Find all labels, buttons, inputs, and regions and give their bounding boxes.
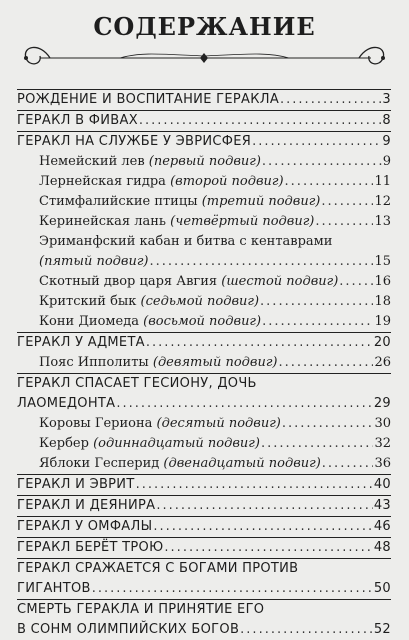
dot-leader <box>321 192 373 212</box>
toc-chapter-entry <box>17 373 391 414</box>
entry-title: ГЕРАКЛ В ФИВАХ <box>17 113 138 128</box>
entry-note: (первый подвиг) <box>148 154 261 169</box>
entry-title-continued: В СОНМ ОЛИМПИЙСКИХ БОГОВ <box>17 622 240 637</box>
page-number: 36 <box>374 456 391 471</box>
entry-title: РОЖДЕНИЕ И ВОСПИТАНИЕ ГЕРАКЛА <box>17 92 280 107</box>
dot-leader <box>261 434 374 454</box>
page-header <box>0 0 409 86</box>
page-number: 13 <box>374 214 391 229</box>
entry-title: Яблоки Гесперид <box>39 456 160 471</box>
dot-leader <box>280 90 381 110</box>
entry-note: (двенадцатый подвиг) <box>163 456 321 471</box>
page-number: 30 <box>374 416 391 431</box>
toc-chapter-entry <box>17 558 391 599</box>
toc-subsection-entry <box>17 434 391 454</box>
entry-note: (третий подвиг) <box>201 194 321 209</box>
entry-note: (пятый подвиг) <box>39 254 149 269</box>
entry-title: Лернейская гидра <box>39 174 166 189</box>
entry-note: (девятый подвиг) <box>152 355 278 370</box>
entry-title: Пояс Ипполиты <box>39 355 149 370</box>
page-number: 26 <box>374 355 391 370</box>
entry-title: ГЕРАКЛ БЕРЁТ ТРОЮ <box>17 540 164 555</box>
page-number: 9 <box>382 154 391 169</box>
entry-title: ГЕРАКЛ И ЭВРИТ <box>17 477 135 492</box>
page-number: 18 <box>374 294 391 309</box>
page-number: 40 <box>373 477 391 492</box>
dot-leader <box>164 538 372 558</box>
dot-leader <box>146 333 373 353</box>
toc-subsection-entry <box>17 353 391 373</box>
page-number: 29 <box>373 396 391 411</box>
page-number: 12 <box>374 194 391 209</box>
entry-title-continued: ГИГАНТОВ <box>17 581 91 596</box>
dot-leader <box>260 292 373 312</box>
dot-leader <box>262 152 382 172</box>
entry-title: ГЕРАКЛ У ОМФАЛЫ <box>17 519 153 534</box>
entry-title: ГЕРАКЛ И ДЕЯНИРА <box>17 498 156 513</box>
entry-note: (одиннадцатый подвиг) <box>93 436 260 451</box>
toc-chapter-entry <box>17 516 391 537</box>
dot-leader <box>262 312 373 332</box>
entry-note: (второй подвиг) <box>170 174 284 189</box>
page-number: 50 <box>373 581 391 596</box>
dot-leader <box>282 414 374 434</box>
page-number: 11 <box>374 174 391 189</box>
table-of-contents <box>17 89 391 640</box>
page-number: 15 <box>374 254 391 269</box>
entry-title: ГЕРАКЛ СПАСАЕТ ГЕСИОНУ, ДОЧЬ <box>17 376 257 391</box>
toc-chapter-entry <box>17 495 391 516</box>
entry-title: Критский бык <box>39 294 137 309</box>
entry-title: Эриманфский кабан и битва с кентаврами <box>39 234 333 249</box>
page-number: 48 <box>373 540 391 555</box>
toc-subsection-entry <box>17 152 391 172</box>
entry-title: ГЕРАКЛ НА СЛУЖБЕ У ЭВРИСФЕЯ <box>17 134 252 149</box>
page-title: СОДЕРЖАНИЕ <box>93 12 316 41</box>
entry-title: Кербер <box>39 436 89 451</box>
entry-title: ГЕРАКЛ СРАЖАЕТСЯ С БОГАМИ ПРОТИВ <box>17 561 299 576</box>
dot-leader <box>116 394 373 414</box>
page-number: 43 <box>373 498 391 513</box>
dot-leader <box>150 252 374 272</box>
page-number: 9 <box>382 134 391 149</box>
dot-leader <box>339 272 373 292</box>
entry-note: (седьмой подвиг) <box>140 294 260 309</box>
dot-leader <box>136 475 373 495</box>
toc-chapter-entry <box>17 332 391 353</box>
entry-title: ГЕРАКЛ У АДМЕТА <box>17 335 145 350</box>
page-number: 52 <box>373 622 391 637</box>
page-number: 32 <box>374 436 391 451</box>
toc-subsection-entry <box>17 414 391 434</box>
entry-note: (шестой подвиг) <box>221 274 339 289</box>
toc-subsection-entry <box>17 232 391 272</box>
page-number: 8 <box>382 113 391 128</box>
toc-chapter-entry <box>17 474 391 495</box>
entry-title: Немейский лев <box>39 154 145 169</box>
dot-leader <box>139 111 382 131</box>
entry-note: (восьмой подвиг) <box>143 314 262 329</box>
toc-subsection-entry <box>17 292 391 312</box>
toc-subsection-entry <box>17 312 391 332</box>
page-number: 46 <box>373 519 391 534</box>
dot-leader <box>252 132 381 152</box>
toc-subsection-entry <box>17 212 391 232</box>
page-number: 19 <box>374 314 391 329</box>
page-number: 20 <box>373 335 391 350</box>
dot-leader <box>156 496 373 516</box>
entry-title: Кони Диомеда <box>39 314 139 329</box>
toc-subsection-entry <box>17 172 391 192</box>
toc-chapter-entry <box>17 131 391 152</box>
dot-leader <box>153 517 372 537</box>
entry-title-continued: ЛАОМЕДОНТА <box>17 396 116 411</box>
decorative-ornament-icon <box>0 36 409 76</box>
toc-subsection-entry <box>17 192 391 212</box>
dot-leader <box>240 620 373 640</box>
entry-note: (десятый подвиг) <box>156 416 281 431</box>
entry-title: СМЕРТЬ ГЕРАКЛА И ПРИНЯТИЕ ЕГО <box>17 602 265 617</box>
toc-chapter-entry <box>17 110 391 131</box>
entry-title: Скотный двор царя Авгия <box>39 274 218 289</box>
entry-title: Стимфалийские птицы <box>39 194 198 209</box>
entry-title: Керинейская лань <box>39 214 167 229</box>
toc-chapter-entry <box>17 89 391 110</box>
entry-title: Коровы Гериона <box>39 416 153 431</box>
toc-subsection-entry <box>17 454 391 474</box>
dot-leader <box>322 454 374 474</box>
toc-chapter-entry <box>17 537 391 558</box>
dot-leader <box>92 579 373 599</box>
toc-chapter-entry <box>17 599 391 640</box>
dot-leader <box>315 212 373 232</box>
page-number: 3 <box>382 92 391 107</box>
entry-note: (четвёртый подвиг) <box>170 214 315 229</box>
page-number: 16 <box>374 274 391 289</box>
toc-subsection-entry <box>17 272 391 292</box>
dot-leader <box>279 353 374 373</box>
dot-leader <box>285 172 374 192</box>
